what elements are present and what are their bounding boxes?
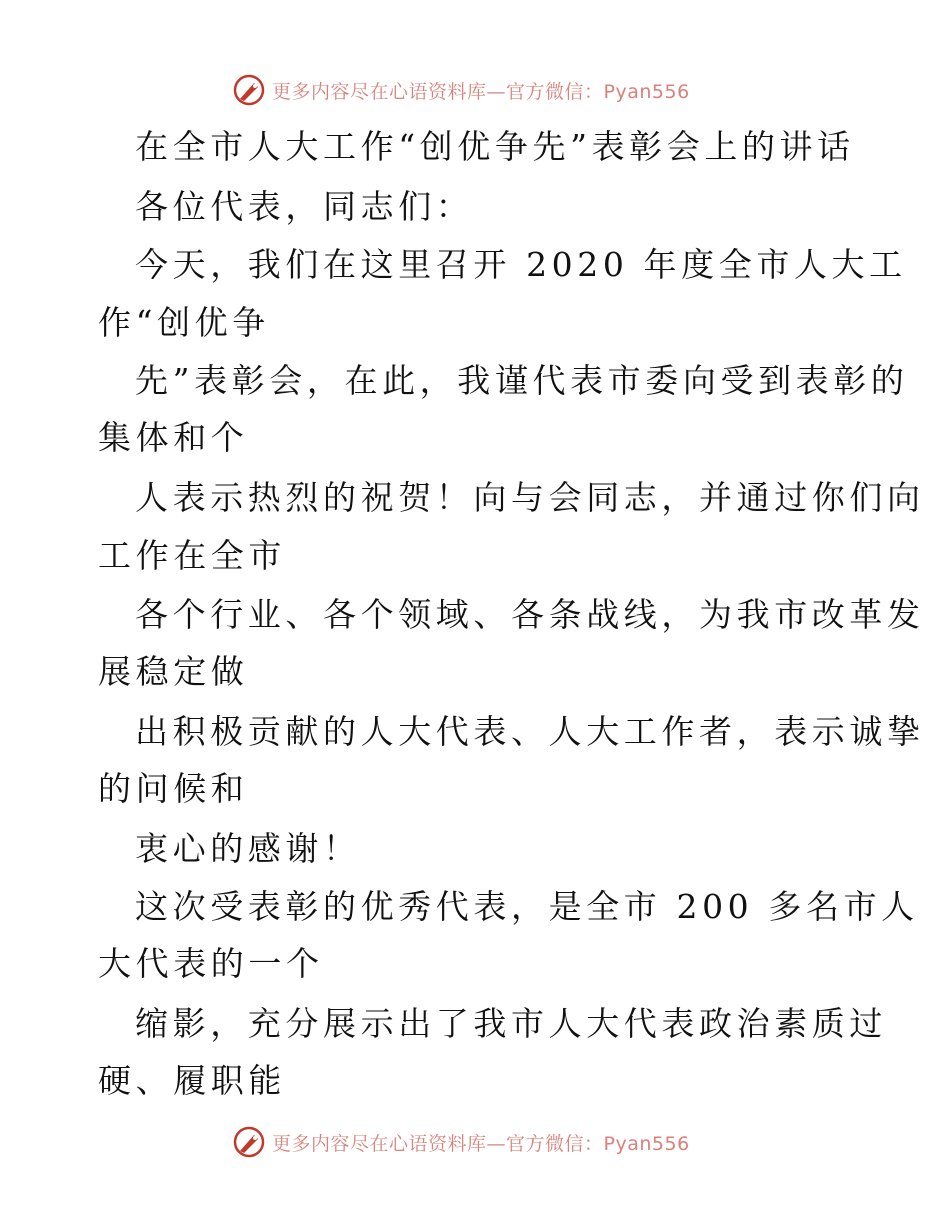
paragraph-line: 工作在全市 (98, 536, 286, 575)
paragraph-line: 作“创优争 (98, 303, 270, 342)
paragraph-line: 这次受表彰的优秀代表，是全市 200 多名市人 (135, 887, 919, 926)
paragraph-line: 各个行业、各个领域、各条战线，为我市改革发 (135, 595, 925, 634)
paragraph-line: 衷心的感谢！ (135, 829, 361, 868)
paragraph-line: 人表示热烈的祝贺！向与会同志，并通过你们向 (135, 478, 925, 517)
paragraph-line: 出积极贡献的人大代表、人大工作者，表示诚挚 (135, 712, 925, 751)
paragraph-line: 的问候和 (98, 769, 249, 808)
watermark-text: 更多内容尽在心语资料库—官方微信：Pyan556 (272, 80, 690, 103)
pen-nib-icon (232, 73, 266, 107)
watermark-wechat-id: Pyan556 (603, 1132, 690, 1155)
pen-nib-icon (232, 1125, 266, 1159)
paragraph-line: 今天，我们在这里召开 2020 年度全市人大工 (135, 245, 907, 284)
watermark-footer (232, 1124, 690, 1160)
paragraph-line: 缩影，充分展示出了我市人大代表政治素质过 (135, 1004, 887, 1043)
paragraph-line: 集体和个 (98, 418, 249, 457)
watermark-header (232, 72, 690, 108)
paragraph-line: 硬、履职能 (98, 1061, 286, 1100)
paragraph-line: 展稳定做 (98, 652, 249, 691)
salutation: 各位代表，同志们： (135, 187, 474, 226)
watermark-text: 更多内容尽在心语资料库—官方微信：Pyan556 (272, 1132, 690, 1155)
paragraph-line: 先”表彰会，在此，我谨代表市委向受到表彰的 (135, 361, 909, 400)
document-title: 在全市人大工作“创优争先”表彰会上的讲话 (135, 127, 855, 166)
paragraph-line: 大代表的一个 (98, 944, 324, 983)
watermark-wechat-id: Pyan556 (603, 80, 690, 103)
